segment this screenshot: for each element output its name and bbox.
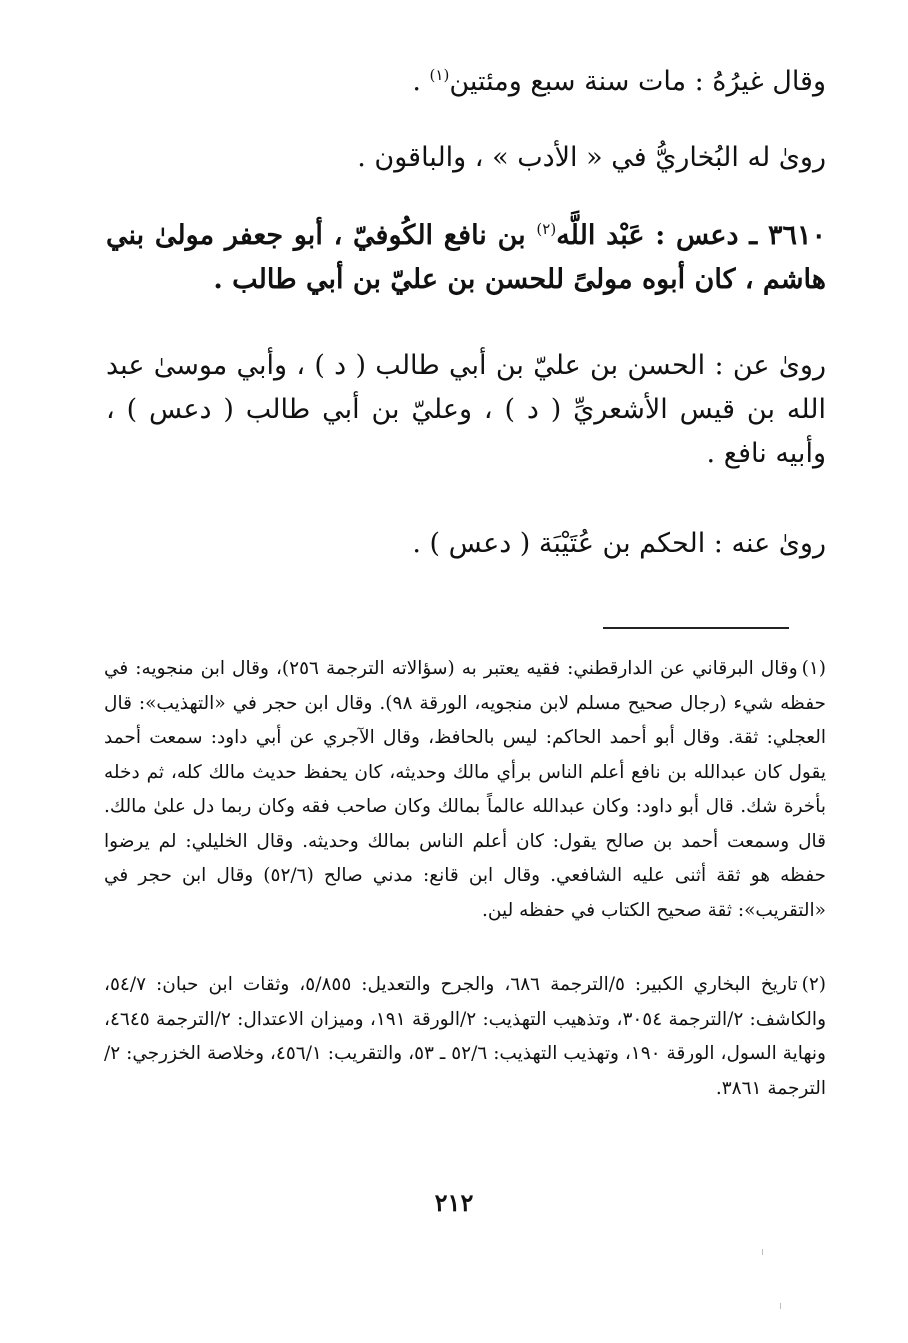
- scan-speck: [762, 1249, 763, 1255]
- footnote-separator: [603, 627, 789, 629]
- footnote-ref-2[interactable]: (٢): [536, 220, 557, 238]
- death-note-end: .: [412, 66, 430, 97]
- narrated-by-text: رویٰ له البُخاريُّ في « الأدب » ، والباقون .: [357, 142, 826, 173]
- narrated-from-him-text: رویٰ عنه : الحكم بن عُتَيْبَة ( دعس ) .: [412, 528, 826, 559]
- entry-number-and-name: ٣٦١٠ ـ دعس : عَبْد اللَّه: [556, 220, 826, 251]
- footnote-2-text: تاريخ البخاري الكبير: ٥/الترجمة ٦٨٦، والجرح والتعديل: ٥/٨٥٥، وثقات ابن حبان: ٥٤/٧، والكاشف: ٢/الترجمة ٣٠٥٤، وتذهيب التهذيب: ٢/الورقة ١٩١، وميزان الاعتدال: ٢/الترجمة ٤٦٤٥، ونهاية السول، الورقة ١٩٠، وتهذيب التهذيب: ٥٢/٦ ـ ٥٣، والتقريب: ٤٥٦/١، وخلاصة الخزرجي: ٢/الترجمة ٣٨٦١.: [104, 974, 826, 1099]
- entry-lineage: بن نافع الكُوفيّ ، أبو جعفر مولىٰ بني هاشم ، كان أبوه مولىً للحسن بن عليّ بن أبي طالب .: [106, 220, 826, 295]
- scan-speck: [780, 1303, 781, 1309]
- footnote-2: [104, 968, 826, 1106]
- footnote-ref-1[interactable]: (١): [429, 66, 450, 84]
- narrated-from-text: رویٰ عن : الحسن بن عليّ بن أبي طالب ( د ) ، وأبي موسیٰ عبد الله بن قيس الأشعريِّ ( د ) ، وعليّ بن أبي طالب ( دعس ) ، وأبيه نافع .: [106, 350, 826, 469]
- footnote-1-number: (١): [801, 658, 827, 679]
- narrated-from-him-paragraph: [106, 522, 826, 566]
- narrated-by-paragraph: [106, 136, 826, 180]
- death-note-paragraph: [106, 60, 826, 104]
- page-number: ٢١٢: [434, 1188, 474, 1217]
- footnote-2-number: (٢): [801, 974, 826, 995]
- footnote-1: [104, 652, 826, 928]
- death-note-text: وقال غيرُهُ : مات سنة سبع ومئتين: [449, 66, 826, 97]
- narrated-from-paragraph: [106, 344, 826, 476]
- footnote-1-text: وقال البرقاني عن الدارقطني: فقيه يعتبر به (سؤالاته الترجمة ٢٥٦)، وقال ابن منجويه: في حفظه شيء (رجال صحيح مسلم لابن منجويه، الورقة ٩٨). وقال ابن حجر في «التهذيب»: قال العجلي: ثقة. وقال أبو أحمد الحاكم: ليس بالحافظ، وقال الآجري عن أبي داود: سمعت أحمد يقول كان عبدالله بن نافع أعلم الناس برأي مالك وحديثه، كان يحفظ حديث مالك كله، ثم دخله بأخرة شك. قال أبو داود: وكان عبدالله عالماً بمالك وكان صاحب فقه وكان ربما دل علىٰ مالك. قال وسمعت أحمد بن صالح يقول: كان أعلم الناس بمالك وحديثه. وقال الخليلي: لم يرضوا حفظه هو ثقة أثنى عليه الشافعي. وقال ابن قانع: مدني صالح (٥٢/٦) وقال ابن حجر في «التقريب»: ثقة صحيح الكتاب في حفظه لين.: [104, 658, 826, 921]
- biography-entry-heading: [106, 214, 826, 302]
